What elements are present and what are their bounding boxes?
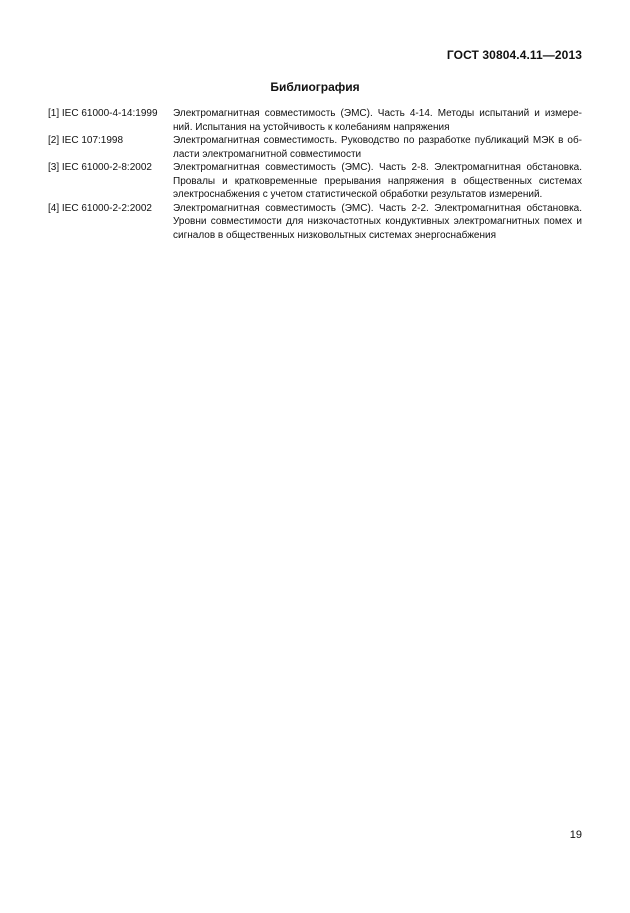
description-line: Уровни совместимости для низкочастотных кондуктивных электромагнитных помех и: [173, 216, 582, 227]
page-number: 19: [569, 829, 582, 841]
description-line: ласти электромагнитной совместимости: [173, 148, 362, 160]
description-line: электроснабжения с учетом статистической обработки результатов измерений.: [173, 189, 543, 200]
description-line: Электромагнитная совместимость (ЭМС). Часть 2-8. Электромагнитная обстановка.: [173, 162, 582, 173]
reference-description: [173, 161, 582, 202]
reference-id: [1] IEC 61000-4-14:1999: [48, 108, 158, 119]
description-line: Провалы и кратковременные прерывания напряжения в общественных системах: [173, 175, 582, 187]
bibliography-entry-3: [48, 161, 582, 202]
reference-description: [173, 107, 582, 134]
reference-id: [4] IEC 61000-2-2:2002: [48, 202, 152, 214]
description-line: Электромагнитная совместимость. Руководство по разработке публикаций МЭК в об-: [173, 135, 582, 146]
standard-code-header: ГОСТ 30804.4.11—2013: [446, 48, 582, 62]
bibliography-title: Библиография: [270, 80, 360, 94]
bibliography-entry-1: [48, 107, 582, 134]
reference-description: [173, 202, 582, 243]
bibliography-list: [48, 107, 582, 242]
reference-id: [2] IEC 107:1998: [48, 135, 124, 146]
description-line: Электромагнитная совместимость (ЭМС). Часть 2-2. Электромагнитная обстановка.: [173, 202, 582, 214]
description-line: ний. Испытания на устойчивость к колебаниям напряжения: [173, 121, 450, 133]
bibliography-entry-2: [48, 134, 582, 161]
reference-description: [173, 134, 582, 161]
reference-id: [3] IEC 61000-2-8:2002: [48, 162, 152, 173]
description-line: сигналов в общественных низковольтных системах энергоснабжения: [173, 229, 496, 241]
bibliography-entry-4: [48, 202, 582, 243]
description-line: Электромагнитная совместимость (ЭМС). Часть 4-14. Методы испытаний и измере-: [173, 108, 582, 119]
